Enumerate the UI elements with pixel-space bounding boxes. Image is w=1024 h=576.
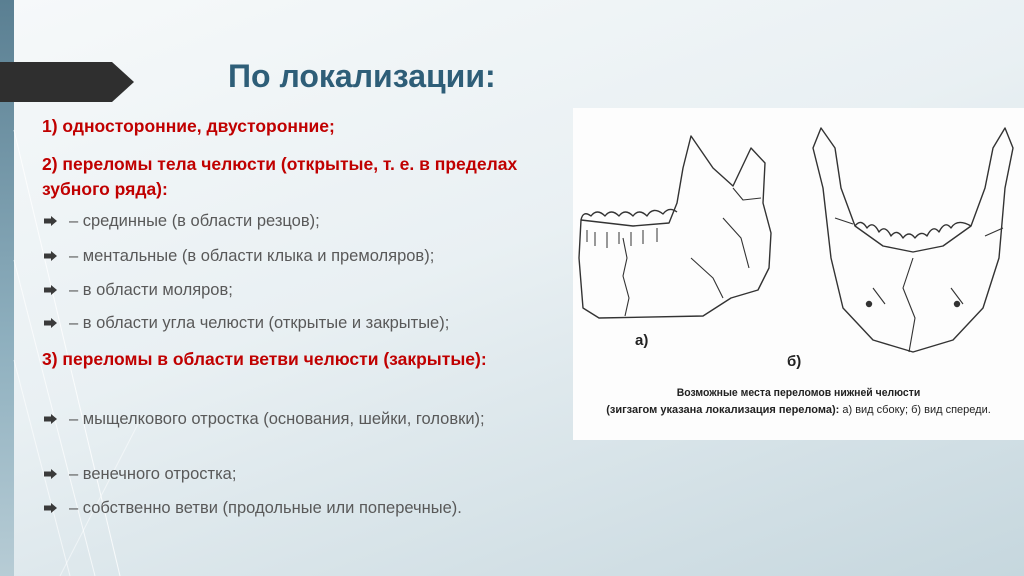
bullet-coronoid — [42, 463, 557, 485]
arrow-bullet-icon — [44, 503, 57, 513]
bullet-text: – венечного отростка; — [69, 465, 237, 483]
side-view-fracture-lines — [623, 188, 761, 316]
mental-foramen-right — [955, 302, 960, 307]
arrow-bullet-icon — [44, 414, 57, 424]
title-arrow-band — [0, 62, 134, 102]
figure-label-b: б) — [787, 353, 802, 370]
bullet-text: – в области угла челюсти (открытые и закрытые); — [69, 314, 450, 332]
bullet-text: – ментальные (в области клыка и премоляров); — [69, 247, 435, 265]
caption-rest-part: а) вид сбоку; б) вид спереди. — [839, 404, 991, 416]
bullet-angle — [42, 312, 557, 334]
side-view-mandible-outline — [579, 136, 771, 318]
bullet-mental — [42, 245, 557, 267]
arrow-bullet-icon — [44, 251, 57, 261]
bullet-median — [42, 210, 557, 232]
bullet-text: – в области моляров; — [69, 281, 233, 299]
front-view-fracture-lines — [835, 218, 1003, 352]
figure-caption-line2 — [573, 404, 1024, 416]
arrow-bullet-icon — [44, 469, 57, 479]
side-view-teeth — [581, 209, 677, 220]
bullet-condylar — [42, 408, 557, 430]
heading-unilateral-bilateral: 1) односторонние, двусторонние; — [42, 116, 335, 136]
bullet-text: – мыщелкового отростка (основания, шейки, головки); — [69, 410, 485, 428]
mental-foramen-left — [867, 302, 872, 307]
front-view-teeth — [855, 222, 971, 238]
arrow-bullet-icon — [44, 216, 57, 226]
mandible-fracture-figure — [573, 108, 1024, 440]
front-view-mandible-outline — [813, 128, 1013, 352]
caption-bold-part: (зигзагом указана локализация перелома): — [606, 404, 840, 416]
bullet-text: – срединные (в области резцов); — [69, 212, 320, 230]
bullet-molars — [42, 279, 557, 301]
bullet-text: – собственно ветви (продольные или поперечные). — [69, 499, 462, 517]
side-view-tooth-roots — [587, 228, 657, 248]
heading-body-fractures: 2) переломы тела челюсти (открытые, т. е. в пределах зубного ряда): — [42, 154, 518, 199]
arrow-bullet-icon — [44, 318, 57, 328]
bullet-ramus-proper — [42, 497, 557, 519]
arrow-bullet-icon — [44, 285, 57, 295]
page-title: По локализации: — [228, 58, 496, 94]
heading-ramus-fractures: 3) переломы в области ветви челюсти (закрытые): — [42, 349, 487, 369]
figure-label-a: а) — [635, 332, 649, 349]
figure-caption-line1: Возможные места переломов нижней челюсти — [676, 387, 921, 399]
